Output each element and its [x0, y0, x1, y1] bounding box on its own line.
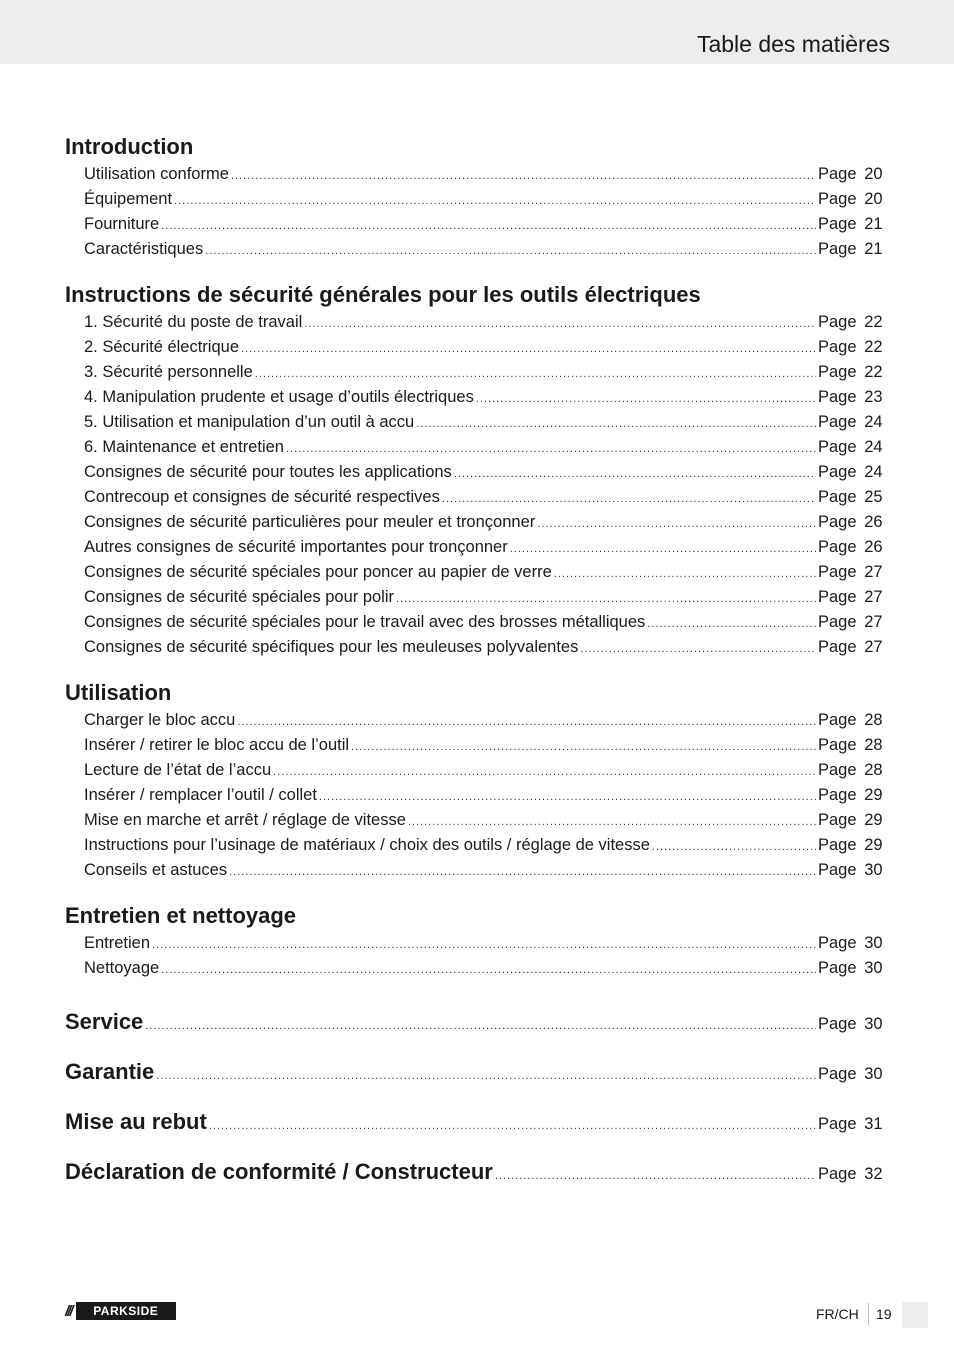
page-number: 22	[864, 313, 883, 331]
toc-entry[interactable]	[65, 237, 889, 262]
page-word: Page	[818, 1115, 857, 1133]
toc-section-single[interactable]	[65, 1099, 889, 1149]
page-word: Page	[818, 313, 857, 331]
toc-entry[interactable]	[65, 335, 889, 360]
page-number: 22	[864, 363, 883, 381]
dot-leader	[286, 437, 816, 462]
toc-entry-page	[818, 360, 889, 385]
toc-entry[interactable]	[65, 808, 889, 833]
toc-entry-page	[818, 956, 889, 981]
toc-entry-label: Consignes de sécurité particulières pour meuler et tronçonner	[84, 513, 536, 531]
page-word: Page	[818, 338, 857, 356]
page-word: Page	[818, 513, 857, 531]
toc-entry-label: Autres consignes de sécurité importantes pour tronçonner	[84, 538, 508, 556]
page-word: Page	[818, 463, 857, 481]
footer-page-number: 19	[876, 1306, 892, 1322]
section-title: Mise au rebut	[65, 1109, 207, 1134]
toc-entry-page	[818, 212, 889, 237]
toc-entry[interactable]	[65, 212, 889, 237]
toc-entry-label: Lecture de l’état de l’accu	[84, 761, 272, 779]
toc-entry-label: 1. Sécurité du poste de travail	[84, 313, 303, 331]
toc-entry-page	[818, 858, 889, 883]
toc-entry-page	[818, 460, 889, 485]
toc-entry[interactable]	[65, 485, 889, 510]
toc-entry[interactable]	[65, 783, 889, 808]
toc-entry[interactable]	[65, 560, 889, 585]
page-word: Page	[818, 538, 857, 556]
page-number: 30	[864, 959, 883, 977]
toc-entry-page	[818, 1049, 889, 1099]
toc-entry[interactable]	[65, 162, 889, 187]
toc-entry-label: Insérer / retirer le bloc accu de l’outil	[84, 736, 350, 754]
page-number: 29	[864, 836, 883, 854]
page-word: Page	[818, 1065, 857, 1083]
dot-leader	[174, 189, 816, 214]
dot-leader	[161, 214, 816, 239]
logo-slashes: ///	[65, 1302, 72, 1320]
toc-entry-label: 5. Utilisation et manipulation d’un outil à accu	[84, 413, 415, 431]
toc-entry-page	[818, 635, 889, 660]
page-number: 30	[864, 1065, 883, 1083]
page-number: 28	[864, 736, 883, 754]
toc-entry[interactable]	[65, 833, 889, 858]
page-number: 26	[864, 538, 883, 556]
page-number: 31	[864, 1115, 883, 1133]
toc-entry-page	[818, 162, 889, 187]
dot-leader	[156, 1051, 816, 1101]
toc-entry[interactable]	[65, 360, 889, 385]
toc-entry[interactable]	[65, 708, 889, 733]
toc-section	[65, 678, 889, 883]
dot-leader	[408, 810, 816, 835]
toc-entry[interactable]	[65, 435, 889, 460]
toc-entry-label: Conseils et astuces	[84, 861, 228, 879]
page-number: 26	[864, 513, 883, 531]
toc-entry-label: Consignes de sécurité spéciales pour le travail avec des brosses métalliques	[84, 613, 646, 631]
toc-section-single[interactable]	[65, 1149, 889, 1199]
page-word: Page	[818, 736, 857, 754]
toc-entry[interactable]	[65, 931, 889, 956]
dot-leader	[209, 1101, 816, 1151]
page-number: 22	[864, 338, 883, 356]
toc-entry-label: Caractéristiques	[84, 240, 204, 258]
page-word: Page	[818, 786, 857, 804]
toc-entry[interactable]	[65, 410, 889, 435]
section-title: Entretien et nettoyage	[65, 903, 297, 928]
page-word: Page	[818, 638, 857, 656]
dot-leader	[205, 239, 816, 264]
dot-leader	[442, 487, 816, 512]
page-word: Page	[818, 488, 857, 506]
page-number: 23	[864, 388, 883, 406]
page-word: Page	[818, 811, 857, 829]
page-word: Page	[818, 563, 857, 581]
toc-entry[interactable]	[65, 610, 889, 635]
page-word: Page	[818, 438, 857, 456]
dot-leader	[580, 637, 816, 662]
toc-entry-page	[818, 237, 889, 262]
page-word: Page	[818, 240, 857, 258]
page-number: 24	[864, 463, 883, 481]
table-of-contents	[65, 132, 889, 1199]
dot-leader	[554, 562, 816, 587]
toc-entry[interactable]	[65, 585, 889, 610]
page-number: 24	[864, 438, 883, 456]
section-title: Garantie	[65, 1059, 155, 1084]
toc-entry-page	[818, 1149, 889, 1199]
toc-entry-page	[818, 560, 889, 585]
toc-entry-page	[818, 410, 889, 435]
page-word: Page	[818, 959, 857, 977]
dot-leader	[454, 462, 816, 487]
toc-entry[interactable]	[65, 187, 889, 212]
toc-entry-page	[818, 610, 889, 635]
section-title: Instructions de sécurité générales pour les outils électriques	[65, 282, 701, 307]
section-title: Utilisation	[65, 680, 172, 705]
page-number: 29	[864, 811, 883, 829]
dot-leader	[161, 958, 816, 983]
toc-entry-label: 6. Maintenance et entretien	[84, 438, 284, 456]
toc-entry[interactable]	[65, 733, 889, 758]
toc-entry-page	[818, 187, 889, 212]
toc-entry-page	[818, 758, 889, 783]
toc-entry-page	[818, 733, 889, 758]
dot-leader	[241, 337, 816, 362]
dot-leader	[152, 933, 816, 958]
page-number: 24	[864, 413, 883, 431]
toc-entry-label: Charger le bloc accu	[84, 711, 236, 729]
toc-section-single[interactable]	[65, 1049, 889, 1099]
toc-entry-page	[818, 931, 889, 956]
toc-entry[interactable]	[65, 858, 889, 883]
toc-entry-page	[818, 585, 889, 610]
page-number: 21	[864, 240, 883, 258]
toc-entry-label: Consignes de sécurité spéciales pour poncer au papier de verre	[84, 563, 552, 581]
page-word: Page	[818, 1165, 857, 1183]
toc-entry[interactable]	[65, 385, 889, 410]
page-number: 27	[864, 638, 883, 656]
page-number: 21	[864, 215, 883, 233]
toc-entry[interactable]	[65, 310, 889, 335]
section-title: Déclaration de conformité / Constructeur	[65, 1159, 493, 1184]
page-word: Page	[818, 588, 857, 606]
toc-entry-page	[818, 708, 889, 733]
toc-entry-label: 3. Sécurité personnelle	[84, 363, 253, 381]
toc-entry-page	[818, 510, 889, 535]
page-word: Page	[818, 165, 857, 183]
page-number: 30	[864, 934, 883, 952]
toc-entry-label: Utilisation conforme	[84, 165, 229, 183]
toc-entry-page	[818, 385, 889, 410]
page-word: Page	[818, 761, 857, 779]
dot-leader	[416, 412, 816, 437]
page-number: 28	[864, 761, 883, 779]
toc-entry-page	[818, 783, 889, 808]
toc-entry-label: Insérer / remplacer l’outil / collet	[84, 786, 317, 804]
page-word: Page	[818, 861, 857, 879]
toc-entry-label: Nettoyage	[84, 959, 160, 977]
page-number: 28	[864, 711, 883, 729]
toc-section	[65, 901, 889, 981]
page-word: Page	[818, 934, 857, 952]
page-number: 20	[864, 190, 883, 208]
logo-brand-text: PARKSIDE	[76, 1302, 176, 1320]
dot-leader	[319, 785, 816, 810]
toc-entry-label: 2. Sécurité électrique	[84, 338, 240, 356]
footer-language: FR/CH	[816, 1306, 859, 1322]
dot-leader	[255, 362, 816, 387]
dot-leader	[231, 164, 816, 189]
toc-entry-page	[818, 833, 889, 858]
page-number: 32	[864, 1165, 883, 1183]
page-word: Page	[818, 413, 857, 431]
page-word: Page	[818, 1015, 857, 1033]
toc-entry[interactable]	[65, 460, 889, 485]
dot-leader	[647, 612, 816, 637]
toc-entry-page	[818, 335, 889, 360]
toc-entry-label: Fourniture	[84, 215, 160, 233]
toc-entry-page	[818, 1099, 889, 1149]
page-number: 20	[864, 165, 883, 183]
toc-entry-label: 4. Manipulation prudente et usage d’outils électriques	[84, 388, 474, 406]
toc-entry-page	[818, 808, 889, 833]
dot-leader	[476, 387, 816, 412]
page-number: 30	[864, 861, 883, 879]
parkside-logo	[65, 1302, 176, 1320]
page-title: Table des matières	[696, 31, 890, 57]
toc-entry-label: Consignes de sécurité spéciales pour polir	[84, 588, 395, 606]
toc-entry-page	[818, 999, 889, 1049]
toc-entry[interactable]	[65, 956, 889, 981]
toc-section	[65, 280, 889, 660]
page-word: Page	[818, 388, 857, 406]
page-word: Page	[818, 363, 857, 381]
page-number: 30	[864, 1015, 883, 1033]
toc-entry-label: Mise en marche et arrêt / réglage de vitesse	[84, 811, 406, 829]
dot-leader	[537, 512, 816, 537]
dot-leader	[351, 735, 816, 760]
page-number: 27	[864, 588, 883, 606]
dot-leader	[495, 1151, 816, 1201]
toc-entry-page	[818, 535, 889, 560]
toc-entry-page	[818, 310, 889, 335]
page-word: Page	[818, 190, 857, 208]
toc-section-single[interactable]	[65, 999, 889, 1049]
page-number: 29	[864, 786, 883, 804]
page-word: Page	[818, 836, 857, 854]
toc-entry[interactable]	[65, 535, 889, 560]
toc-entry-label: Contrecoup et consignes de sécurité respectives	[84, 488, 440, 506]
dot-leader	[237, 710, 816, 735]
page-word: Page	[818, 215, 857, 233]
section-title: Service	[65, 1009, 144, 1034]
toc-entry-page	[818, 435, 889, 460]
dot-leader	[229, 860, 816, 885]
toc-entry-label: Consignes de sécurité pour toutes les applications	[84, 463, 452, 481]
page-word: Page	[818, 613, 857, 631]
dot-leader	[652, 835, 816, 860]
footer-divider	[868, 1303, 869, 1325]
page-number: 27	[864, 613, 883, 631]
dot-leader	[304, 312, 816, 337]
section-title: Introduction	[65, 134, 194, 159]
toc-entry[interactable]	[65, 510, 889, 535]
toc-entry[interactable]	[65, 635, 889, 660]
page-word: Page	[818, 711, 857, 729]
toc-section	[65, 132, 889, 262]
dot-leader	[145, 1001, 816, 1051]
toc-entry-label: Équipement	[84, 190, 173, 208]
dot-leader	[273, 760, 816, 785]
toc-entry-label: Instructions pour l’usinage de matériaux / choix des outils / réglage de vitesse	[84, 836, 650, 854]
dot-leader	[396, 587, 816, 612]
toc-entry-label: Consignes de sécurité spécifiques pour les meuleuses polyvalentes	[84, 638, 579, 656]
dot-leader	[510, 537, 816, 562]
toc-entry-label: Entretien	[84, 934, 151, 952]
toc-entry[interactable]	[65, 758, 889, 783]
footer-page-box	[902, 1302, 928, 1328]
toc-entry-page	[818, 485, 889, 510]
page-number: 25	[864, 488, 883, 506]
page-number: 27	[864, 563, 883, 581]
